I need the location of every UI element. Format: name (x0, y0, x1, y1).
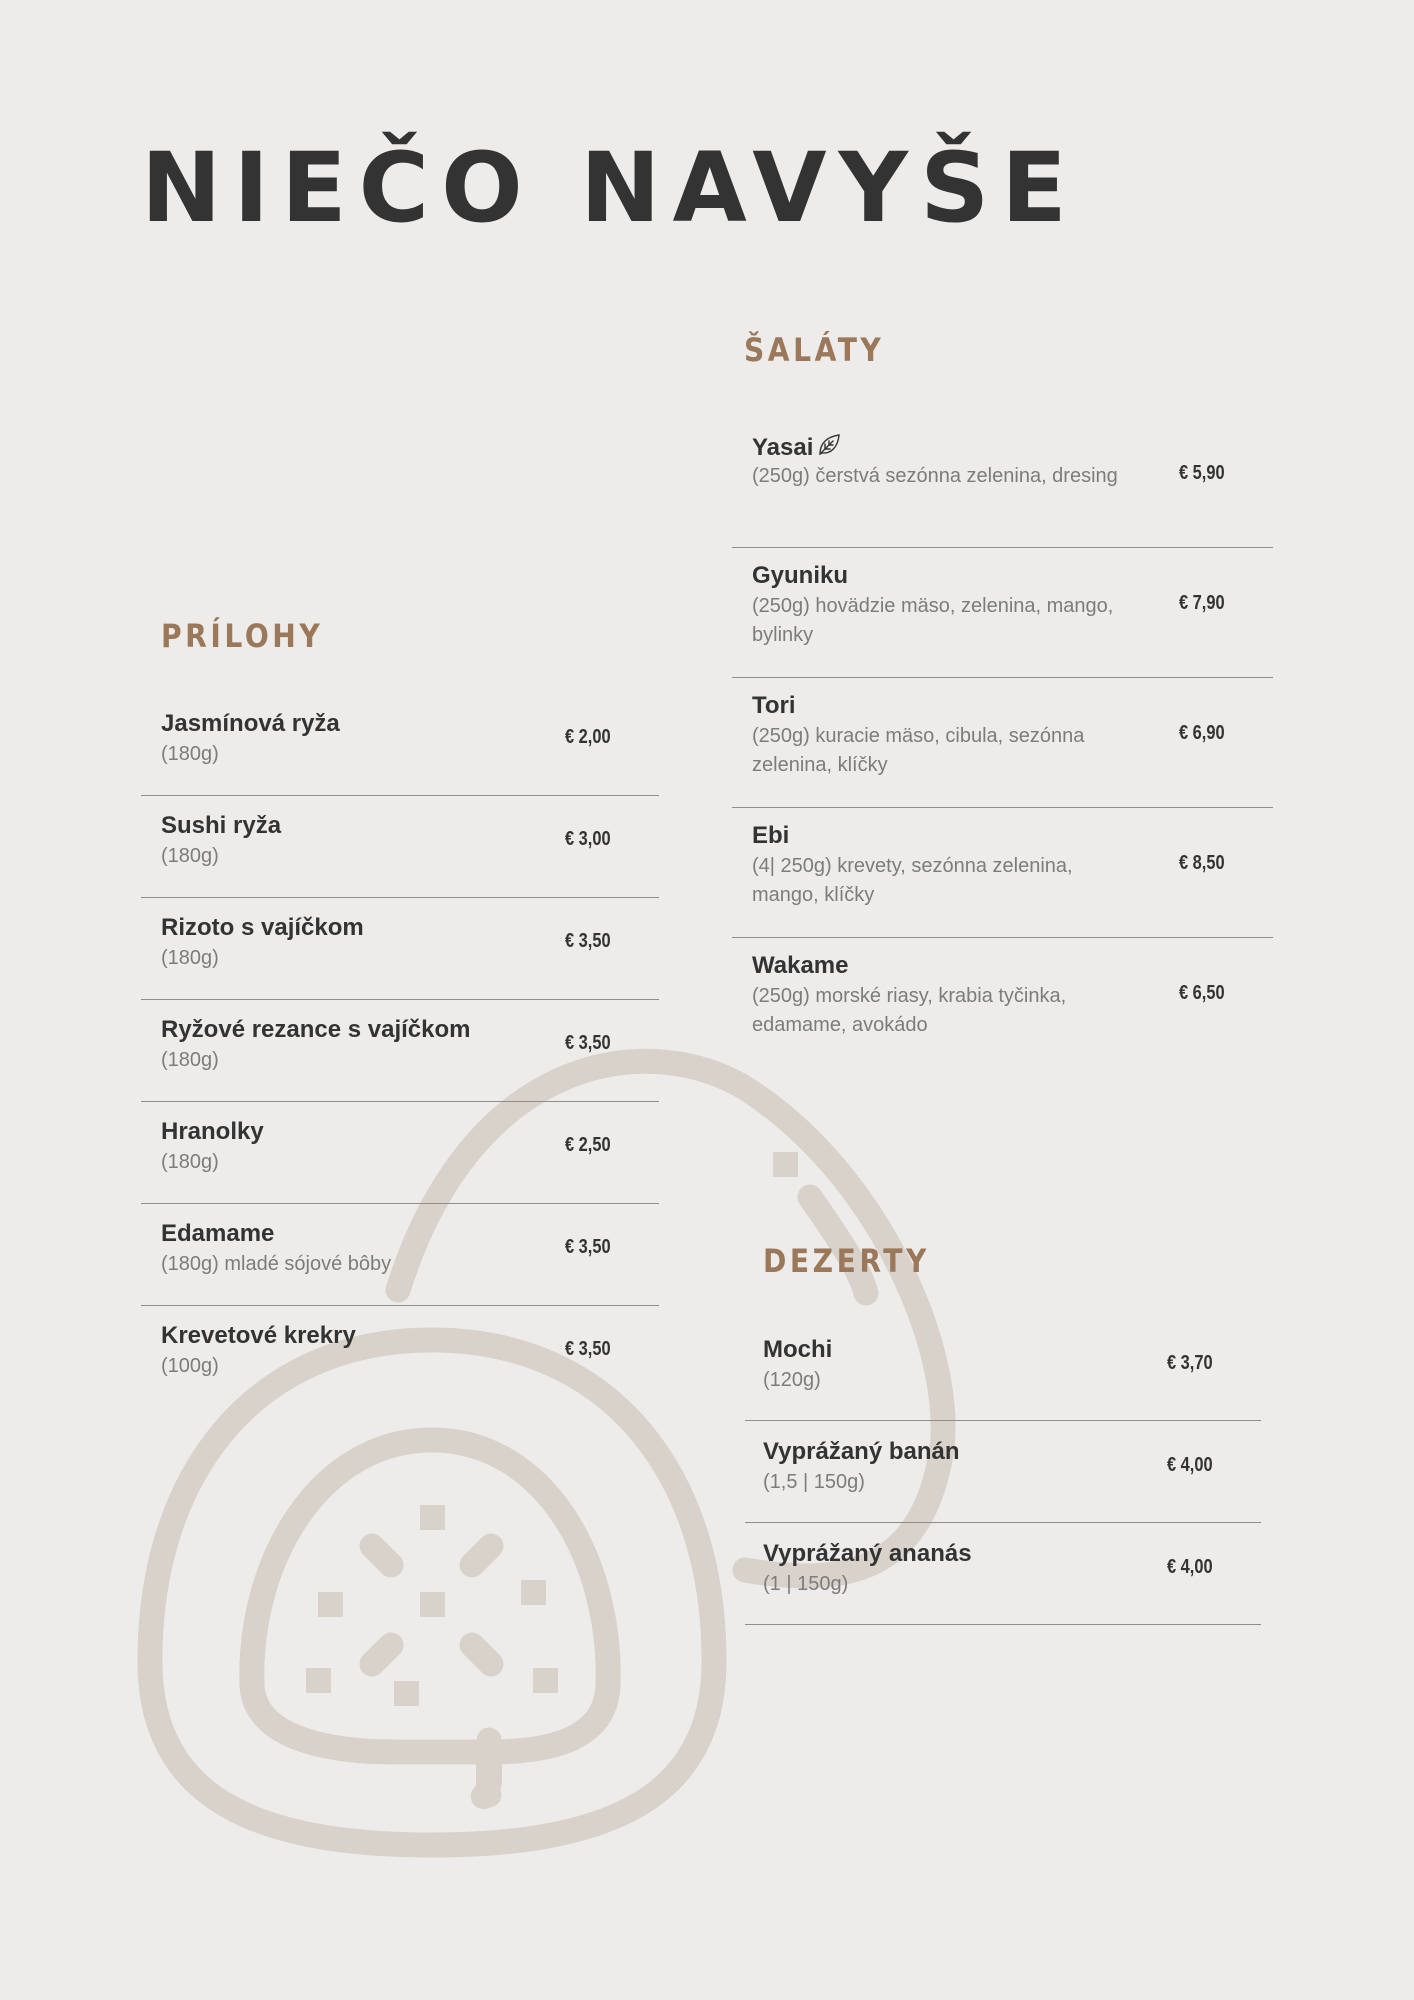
menu-item (745, 1319, 1261, 1421)
menu-item (141, 1306, 659, 1408)
menu-item (732, 418, 1273, 548)
item-name: Vyprážaný banán (763, 1438, 960, 1465)
drip-fill (476, 1745, 502, 1796)
menu-item (141, 1000, 659, 1102)
item-desc: (250g) kuracie mäso, cibula, sezónna zelenina, klíčky (752, 725, 1085, 776)
item-name: Ebi (752, 822, 790, 849)
item-name: Yasai (752, 434, 814, 461)
item-price: € 4,00 (1167, 1556, 1213, 1578)
item-price: € 6,50 (1179, 982, 1225, 1004)
item-price: € 2,00 (565, 726, 611, 748)
menu-item (141, 898, 659, 1000)
mochi-drip (483, 1740, 489, 1797)
item-price: € 3,50 (565, 1338, 611, 1360)
item-name: Jasmínová ryža (161, 710, 340, 737)
item-name: Vyprážaný ananás (763, 1540, 972, 1567)
item-price: € 3,00 (565, 828, 611, 850)
item-desc: (250g) čerstvá sezónna zelenina, dresing (752, 465, 1118, 487)
sprinkle (533, 1668, 558, 1693)
menu-item (141, 1102, 659, 1204)
menu-item (745, 1421, 1261, 1523)
item-desc: (1,5 | 150g) (763, 1471, 865, 1493)
item-desc: (180g) (161, 845, 219, 867)
mochi-inner (252, 1440, 608, 1752)
sprinkle (306, 1668, 331, 1693)
menu-item (141, 796, 659, 898)
leaf-icon (816, 432, 842, 458)
item-name: Krevetové krekry (161, 1322, 356, 1349)
item-desc: (180g) (161, 947, 219, 969)
item-price: € 5,90 (1179, 462, 1225, 484)
item-desc: (180g) (161, 1151, 219, 1173)
item-price: € 6,90 (1179, 722, 1225, 744)
menu-item (141, 694, 659, 796)
section-heading: PRÍLOHY (161, 617, 324, 655)
item-name-wrap (752, 432, 842, 462)
item-desc: (4| 250g) krevety, sezónna zelenina, mango, klíčky (752, 855, 1073, 906)
item-price: € 2,50 (565, 1134, 611, 1156)
menu-list (745, 1319, 1261, 1625)
item-price: € 7,90 (1179, 592, 1225, 614)
section-heading: ŠALÁTY (744, 331, 885, 369)
menu-item (732, 678, 1273, 808)
sprinkle (318, 1592, 343, 1617)
item-desc: (180g) mladé sójové bôby (161, 1253, 392, 1275)
menu-list (141, 694, 659, 1408)
item-price: € 3,50 (565, 930, 611, 952)
item-name: Mochi (763, 1336, 833, 1363)
item-name: Sushi ryža (161, 812, 282, 839)
item-name: Tori (752, 692, 796, 719)
item-name: Edamame (161, 1220, 275, 1247)
item-price: € 3,50 (565, 1236, 611, 1258)
item-name: Gyuniku (752, 562, 849, 589)
item-name: Hranolky (161, 1118, 264, 1145)
item-price: € 3,70 (1167, 1352, 1213, 1374)
menu-item (141, 1204, 659, 1306)
item-desc: (120g) (763, 1369, 821, 1391)
mochi-outer (150, 1340, 714, 1845)
item-desc: (180g) (161, 743, 219, 765)
item-desc: (1 | 150g) (763, 1573, 849, 1595)
sprinkle (394, 1681, 419, 1706)
item-name: Ryžové rezance s vajíčkom (161, 1016, 471, 1043)
sprinkle (420, 1505, 445, 1530)
item-desc: (250g) morské riasy, krabia tyčinka, edamame, avokádo (752, 985, 1067, 1036)
item-price: € 4,00 (1167, 1454, 1213, 1476)
item-price: € 3,50 (565, 1032, 611, 1054)
menu-item (745, 1523, 1261, 1625)
section-heading: DEZERTY (763, 1242, 930, 1280)
sprinkle (420, 1592, 445, 1617)
item-name: Rizoto s vajíčkom (161, 914, 364, 941)
menu-item (732, 808, 1273, 938)
item-desc: (180g) (161, 1049, 219, 1071)
item-price: € 8,50 (1179, 852, 1225, 874)
item-desc: (100g) (161, 1355, 219, 1377)
menu-item (732, 548, 1273, 678)
sprinkle (773, 1152, 798, 1177)
menu-list (732, 418, 1273, 1068)
item-name: Wakame (752, 952, 849, 979)
sprinkle (521, 1580, 546, 1605)
item-desc: (250g) hovädzie mäso, zelenina, mango, bylinky (752, 595, 1114, 646)
page-title: NIEČO NAVYŠE (141, 132, 1079, 244)
menu-item (732, 938, 1273, 1068)
